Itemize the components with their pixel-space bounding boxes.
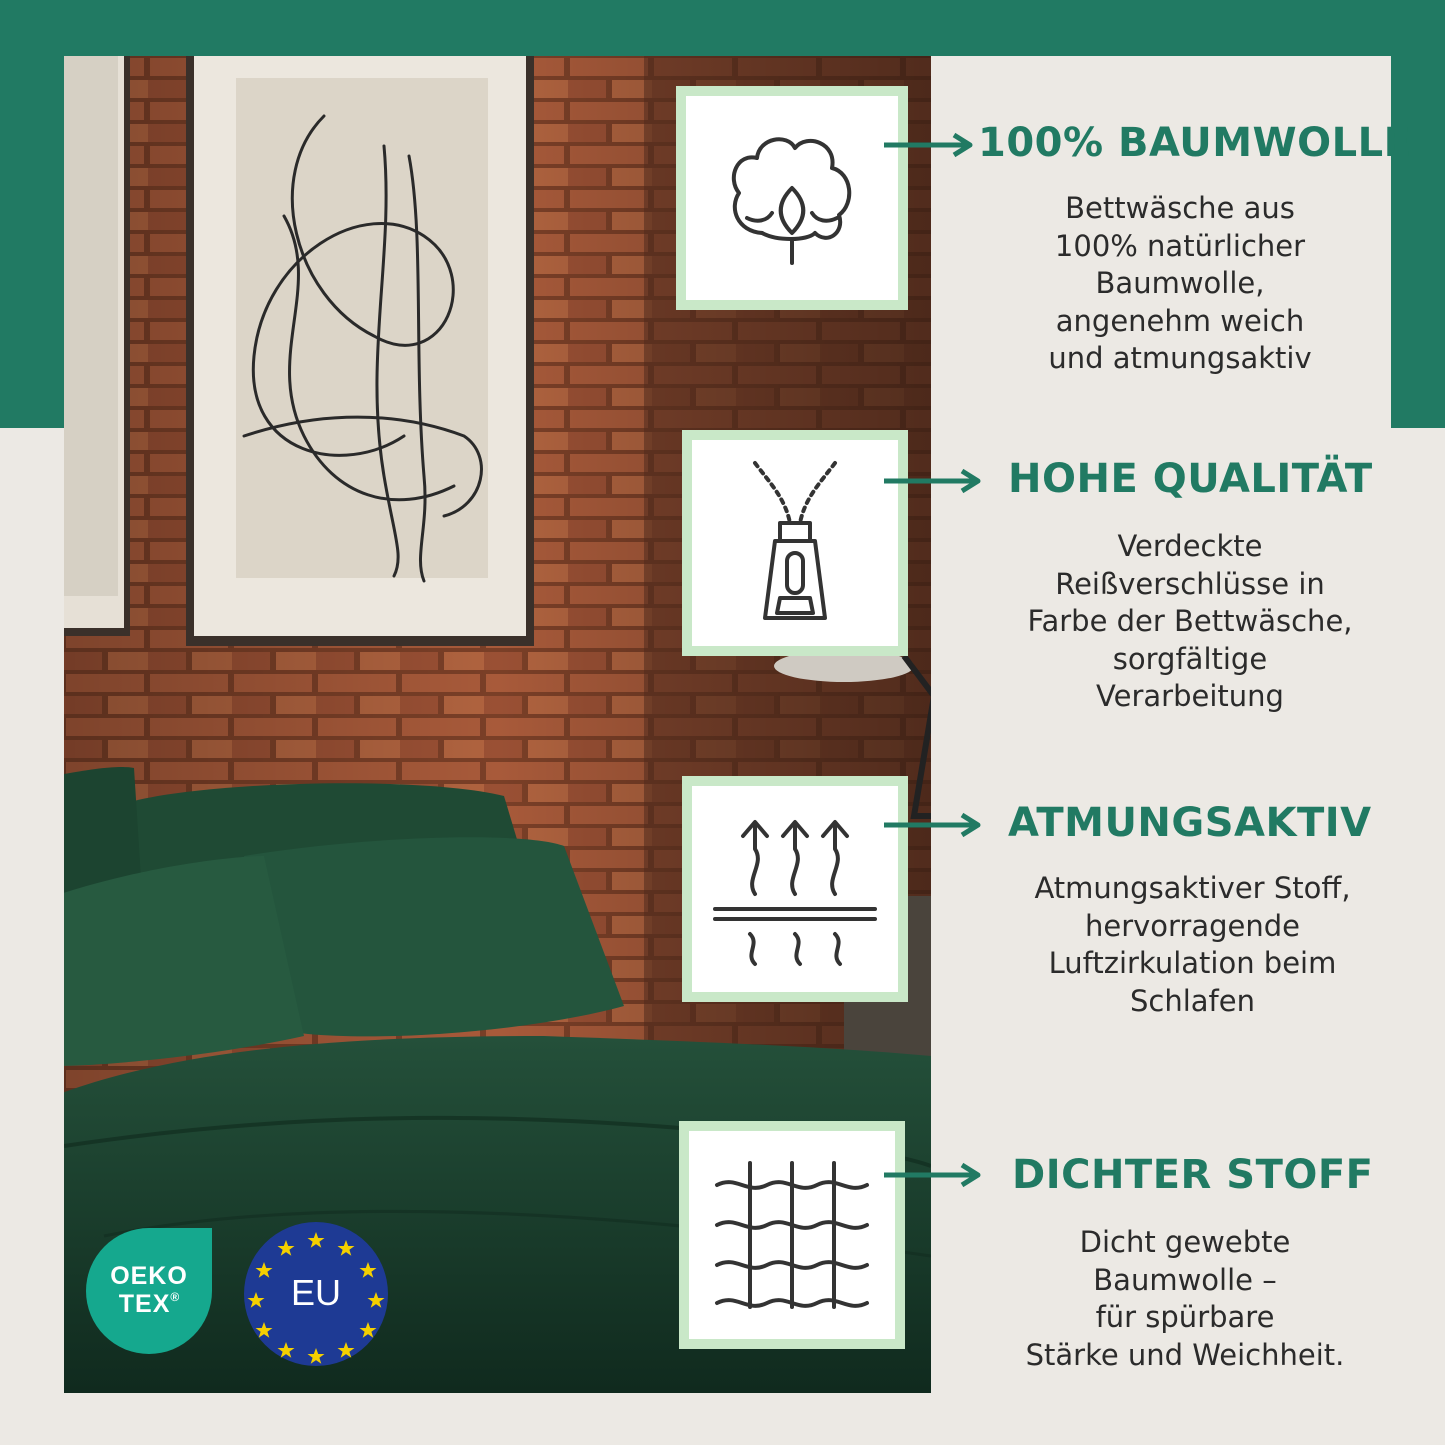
arrow-2 <box>884 468 984 494</box>
arrow-3 <box>884 812 984 838</box>
feature-title-quality: HOHE QUALITÄT <box>1008 456 1373 502</box>
desc-line: Bettwäsche aus <box>1065 191 1295 225</box>
desc-line: Luftzirkulation beim <box>1048 946 1337 980</box>
feature-title-dense-fabric: DICHTER STOFF <box>1012 1152 1374 1198</box>
icon-box-zipper <box>682 430 908 656</box>
eu-badge <box>244 1222 388 1366</box>
desc-line: Schlafen <box>1130 983 1255 1018</box>
desc-line: Baumwolle – <box>1093 1262 1277 1297</box>
desc-line: für spürbare <box>1095 1300 1275 1334</box>
feature-desc-cotton <box>1000 190 1360 378</box>
desc-line: Dicht gewebte <box>1079 1225 1291 1259</box>
feature-desc-quality <box>995 528 1385 716</box>
desc-line: 100% natürlicher <box>1054 228 1306 263</box>
arrow-1 <box>884 132 976 158</box>
oeko-registered-mark: ® <box>170 1290 180 1304</box>
feature-title-cotton: 100% BAUMWOLLE <box>978 120 1412 166</box>
oeko-line2: TEX <box>118 1290 171 1318</box>
oeko-tex-badge <box>86 1228 212 1354</box>
desc-line: Atmungsaktiver Stoff, <box>1034 871 1351 905</box>
desc-line: Farbe der Bettwäsche, <box>1027 604 1353 638</box>
desc-line: Reißverschlüsse in <box>1055 566 1325 601</box>
zipper-icon <box>735 453 855 633</box>
icon-box-cotton <box>676 86 908 310</box>
feature-desc-dense-fabric <box>995 1224 1375 1374</box>
desc-line: hervorragende <box>1084 908 1301 943</box>
cotton-icon <box>717 123 867 273</box>
icon-box-breathable <box>682 776 908 1002</box>
desc-line: angenehm weich <box>1055 303 1305 338</box>
desc-line: und atmungsaktiv <box>1048 341 1312 375</box>
oeko-line2-wrap <box>86 1290 212 1319</box>
feature-title-breathable: ATMUNGSAKTIV <box>1008 800 1372 846</box>
breathable-arrows-icon <box>710 804 880 974</box>
desc-line: Stärke und Weichheit. <box>1025 1337 1345 1372</box>
desc-line: Baumwolle, <box>1095 266 1265 300</box>
desc-line: Verarbeitung <box>1096 679 1284 713</box>
eu-label: EU <box>290 1272 341 1313</box>
arrow-4 <box>884 1162 984 1188</box>
desc-line: sorgfältige <box>1112 641 1268 676</box>
icon-box-woven <box>679 1121 905 1349</box>
feature-desc-breathable <box>1005 870 1380 1020</box>
woven-fabric-icon <box>712 1155 872 1315</box>
oeko-line1: OEKO <box>110 1262 188 1290</box>
desc-line: Verdeckte <box>1117 529 1263 563</box>
